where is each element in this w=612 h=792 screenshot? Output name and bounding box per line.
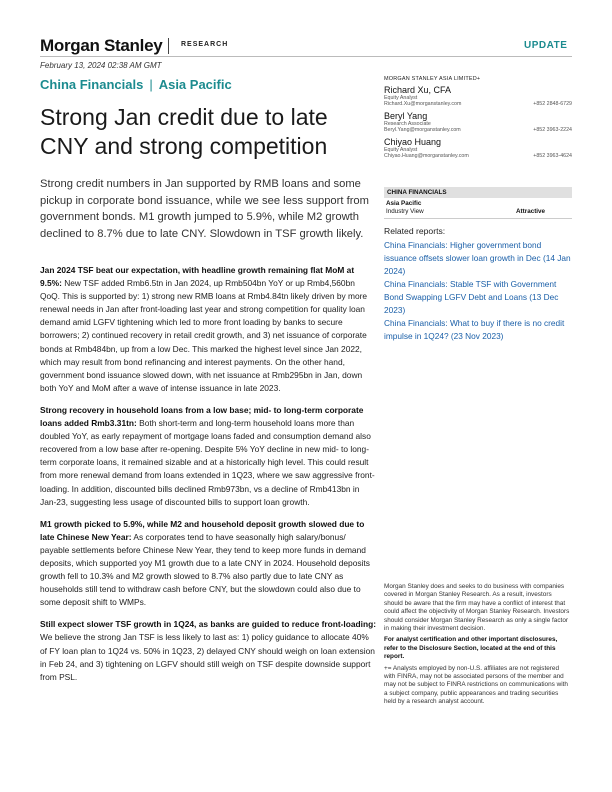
disclosure-bold: For analyst certification and other important disclosures, refer to the Disclosure Section, located at the end of this report. (384, 636, 558, 661)
analyst-email[interactable]: Richard.Xu@morganstanley.com (384, 101, 462, 107)
report-summary: Strong credit numbers in Jan supported by RMB loans and some pickup in corporate bond issuance, while we see less support from government bonds. M1 growth jumped to 5.9%, while M2 growth declined to 8.7% due to late CNY. Slowdown in TSF growth likely. (40, 178, 369, 240)
analyst-role: Equity Analyst (384, 147, 418, 153)
analyst-email[interactable]: Chiyao.Huang@morganstanley.com (384, 153, 469, 159)
related-report-link[interactable]: China Financials: Higher government bond issuance offsets slower loan growth in Dec (14 Jan 2024) (384, 240, 571, 276)
paragraph-text: As corporates tend to have seasonally high salary/bonus/ payable settlements before Chinese New Year, they tend to keep more funds in demand deposits, which supported yoy M1 growth due to a late CNY in 2024. Household deposits growth fell to 10.3% and M2 growth slowed to 8.7% also partly due to late CNY as households still tend to withdraw cash before CNY, but the slowdown could also due to some deposit shift to WMPs. (40, 531, 370, 608)
paragraph-text: We believe the strong Jan TSF is less likely to last as: 1) policy guidance to allocate 40% of FY loan plan to 1Q24 vs. 50% in 1Q23, 2) delayed CNY should weigh on loan extension in Feb 24, and 3) tightening on LGFV should still weigh on TSF despite downside support from PSL. (40, 632, 375, 682)
analyst-card (384, 85, 572, 107)
analyst-phone: +852 3963-4624 (533, 153, 572, 159)
industry-header: CHINA FINANCIALS (384, 187, 572, 198)
analyst-card (384, 111, 572, 133)
paragraph-heading: Still expect slower TSF growth in 1Q24, as banks are guided to reduce front-loading: (40, 619, 376, 630)
analyst-name: Chiyao Huang (384, 137, 442, 147)
related-reports (384, 226, 572, 343)
analyst-phone: +852 2848-6729 (533, 101, 572, 107)
paragraph-heading: Jan 2024 TSF beat our expectation, with headline growth remaining flat MoM at 9.5%: (40, 265, 355, 289)
analyst-role: Research Associate (384, 121, 431, 127)
related-report-link[interactable]: China Financials: Stable TSF with Government Bond Swapping LGFV Debt and Loans (13 Dec 2023) (384, 279, 559, 315)
industry-view-value: Attractive (516, 208, 546, 215)
analyst-card (384, 137, 572, 159)
industry-view-box (384, 187, 572, 219)
publish-date: February 13, 2024 02:38 AM GMT (40, 61, 162, 70)
industry-view-row (384, 207, 572, 216)
disclosure-paragraph: Morgan Stanley does and seeks to do business with companies covered in Morgan Stanley Research. As a result, investors should be aware that the firm may have a conflict of interest that could affect the objectivity of Morgan Stanley Research. Investors should consider Morgan Stanley Research as only a single factor in making their investment decision. (384, 583, 570, 633)
industry-region: Asia Pacific (386, 200, 422, 207)
analyst-phone: +852 3963-2224 (533, 127, 572, 133)
report-body (40, 264, 376, 693)
analyst-email[interactable]: Beryl.Yang@morganstanley.com (384, 127, 461, 133)
paragraph-text: Both short-term and long-term household loans more than doubled YoY, as early repayment of mortgage loans faded and consumption demand also recovered from a low base after re-opening. Despite 5% YoY decline in new mid- to long-term corporate loans, it remained sizable and at a historically high level. This could result from more renewal demand from loans extended in 1Q23, where we saw aggressive front-loading. In addition, discounted bills declined Rmb973bn, vs a decline of Rmb413bn in Jan-23, suggesting less usage of discounted bills to support loan growth. (40, 418, 375, 507)
analyst-role: Equity Analyst (384, 95, 418, 101)
paragraph-heading: M1 growth picked to 5.9%, while M2 and household deposit growth slowed due to late Chinese New Year: (40, 518, 365, 542)
paragraph-text: New TSF added Rmb6.5tn in Jan 2024, up Rmb504bn YoY or up Rmb4,560bn QoQ. This is supported by: 1) strong new RMB loans at Rmb4.84tn likely driven by more renewal needs in Jan after front-loading last year and strong competition for quality loan demand amid LGFV tightening which led to more front loading by banks to secure borrowers; 2) continued recovery in retail credit growth, and 3) net issuance of corporate bonds at Rmb484bn, up from a low Dec. This marked the highest level since Jan 2022, which may result from bond refinancing and interest payments. On the other hand, government bond issuance slowed down, with net issuance at Rmb295bn in Jan, down both YoY and MoM after a wave of intense issuance in late 2023. (40, 278, 368, 393)
topic-separator: | (149, 77, 153, 92)
analyst-panel (384, 76, 572, 163)
related-report-link[interactable]: China Financials: What to buy if there is no credit impulse in 1Q24? (23 Nov 2023) (384, 318, 565, 341)
related-reports-title: Related reports: (384, 226, 446, 236)
body-paragraph (40, 618, 376, 683)
industry-rule (384, 218, 572, 219)
topic-line (40, 77, 232, 92)
header-rule (40, 56, 572, 57)
disclosure-footnote: += Analysts employed by non-U.S. affiliates are not registered with FINRA, may not be associated persons of the member and may not be subject to FINRA restrictions on communications with a subject company, public appearances and trading securities held by a research analyst account. (384, 664, 568, 706)
disclosure-panel (384, 583, 572, 710)
body-paragraph (40, 404, 376, 509)
header-divider (168, 38, 169, 54)
analyst-name: Richard Xu, CFA (384, 85, 452, 95)
brand-logo: Morgan Stanley (40, 36, 163, 55)
body-paragraph (40, 518, 376, 610)
topic-secondary: Asia Pacific (158, 77, 232, 92)
section-label: RESEARCH (181, 41, 229, 48)
report-title: Strong Jan credit due to late CNY and strong competition (40, 104, 328, 159)
paragraph-heading: Strong recovery in household loans from a low base; mid- to long-term corporate loans added Rmb3.31tn: (40, 404, 364, 429)
topic-primary: China Financials (40, 77, 144, 92)
body-paragraph (40, 264, 376, 395)
update-badge: UPDATE (524, 40, 568, 51)
entity-name: MORGAN STANLEY ASIA LIMITED+ (384, 76, 481, 82)
industry-view-label: Industry View (386, 208, 424, 215)
analyst-name: Beryl Yang (384, 111, 428, 121)
